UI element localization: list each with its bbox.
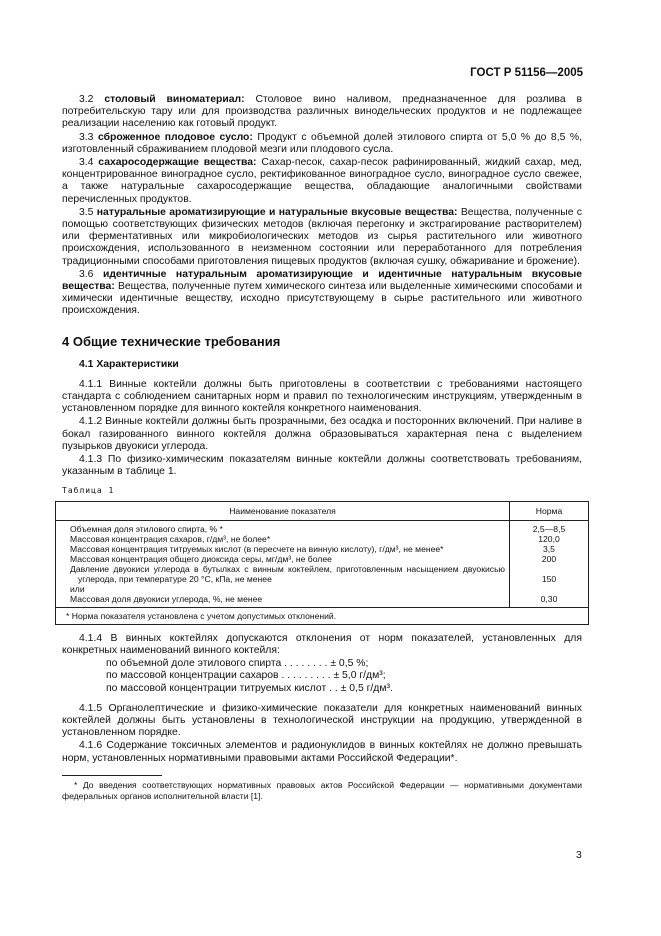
definition-number: 3.4 — [79, 157, 94, 169]
table-1 — [55, 501, 589, 625]
paragraph-0: 4.1.5 Органолептические и физико-химические показатели для конкретных наименований винных коктейлей должны быть установлены в технологической инструкции на продукцию, утвержденной в установленном порядке. — [62, 702, 582, 739]
deviation-item — [62, 658, 582, 670]
paragraphs-4-1-1-to-4-1-3 — [62, 379, 582, 479]
indicator-norm — [510, 584, 589, 594]
table-row — [56, 534, 589, 544]
paragraph-1: 4.1.2 Винные коктейли должны быть прозрачными, без осадка и посторонних включений. При наливе в бокал газированного винного коктейля должна образовываться характерная пена с выделением пузырьков двуокиси углерода. — [62, 416, 582, 452]
deviation-label: по объемной доле этилового спирта — [106, 658, 282, 670]
definition-3-5 — [62, 207, 582, 268]
table-row — [56, 584, 589, 594]
indicator-name: Массовая доля двуокиси углерода, %, не менее — [56, 594, 510, 608]
deviation-leader-dots: . . — [329, 682, 338, 694]
table-head-name: Наименование показателя — [56, 501, 510, 520]
standard-header: ГОСТ Р 51156—2005 — [470, 67, 583, 79]
footnote: * До введения соответствующих нормативных правовых актов Российской Федерации — нормативными документами федеральных органов исполнительной власти [1]. — [62, 779, 582, 801]
table-caption: Таблица 1 — [62, 486, 115, 496]
indicator-name: Массовая концентрация титруемых кислот (в пересчете на винную кислоту), г/дм³, не менее* — [56, 544, 510, 554]
definition-3-2 — [62, 94, 582, 131]
deviation-leader-dots: . . . . . . . . — [284, 658, 328, 670]
indicator-norm: 150 — [510, 564, 589, 584]
indicator-name: Объемная доля этилового спирта, % * — [56, 520, 510, 534]
definition-term: натуральные ароматизирующие и натуральные вкусовые вещества: — [96, 206, 458, 218]
definition-number: 3.3 — [79, 131, 94, 143]
deviation-label: по массовой концентрации сахаров — [106, 670, 279, 682]
indicator-norm: 200 — [510, 554, 589, 564]
deviation-item — [62, 670, 582, 682]
definition-3-3 — [62, 132, 582, 156]
definition-number: 3.5 — [79, 206, 94, 218]
definition-text: Столовое вино наливом, предназначенное для розлива в потребительскую тару или для производства различных винодельческих продуктов и не подлежащее реализации населению как готовый продукт. — [62, 94, 583, 130]
paragraphs-4-1-5-to-4-1-6 — [62, 703, 582, 765]
definition-term: сброженное плодовое сусло: — [97, 131, 253, 143]
definition-number: 3.6 — [79, 268, 94, 280]
document-body — [62, 94, 582, 802]
deviation-leader-dots: . . . . . . . . . — [281, 670, 331, 682]
footnote-divider — [62, 775, 162, 776]
definition-number: 3.2 — [79, 94, 94, 105]
page-number: 3 — [576, 850, 582, 861]
deviation-value: ± 0,5 г/дм³. — [340, 682, 393, 694]
paragraph-0: 4.1.1 Винные коктейли должны быть приготовлены в соответствии с требованиями настоящего стандарта с соблюдением санитарных норм и правил по технологическим инструкциям, утвержденным в установленном порядке для винного коктейля конкретного наименования. — [62, 378, 582, 415]
table-row — [56, 544, 589, 554]
paragraph-2: 4.1.3 По физико-химическим показателям винные коктейли должны соответствовать требованиям, указанным в таблице 1. — [62, 454, 582, 478]
definition-text: Вещества, полученные с помощью соответствующих физических методов (включая перегонку и экстрагирование растворителем) или ферментативных или микробиологических методов из сырья растительного или животного происхождения, использованного в неизменном состоянии или переработанного для потребления традиционными способами приготовления пищевых продуктов (включая сушку, обжаривание и брожение). — [62, 206, 582, 267]
table-row — [56, 564, 589, 584]
paragraph-1: 4.1.6 Содержание токсичных элементов и радионуклидов в винных коктейлях не должно превышать норм, установленных нормативными правовыми актами Российской Федерации*. — [62, 740, 582, 764]
table-row — [56, 520, 589, 534]
definition-text: Вещества, полученные путем химического синтеза или выделенные химическими способами и химически идентичные веществу, исходно присутствующему в сырье растительного или животного происхождения. — [62, 281, 582, 317]
table-row — [56, 594, 589, 608]
table-head-norm: Норма — [510, 501, 589, 520]
deviation-value: ± 5,0 г/дм³; — [333, 670, 386, 682]
definition-text: Сахар-песок, сахар-песок рафинированный, жидкий сахар, мед, концентрированное виноградное сусло, ректификованное виноградное сусло, виноградное сусло свежее, а также натуральные сахаросодержащие вещества, обладающие аналогичными свойствами перечисленных продуктов. — [62, 157, 583, 205]
table-body — [56, 520, 589, 607]
table-row — [56, 554, 589, 564]
deviation-value: ± 0,5 %; — [330, 658, 369, 670]
definition-term: сахаросодержащие вещества: — [98, 157, 257, 169]
indicator-norm: 3,5 — [510, 544, 589, 554]
indicator-norm: 120,0 — [510, 534, 589, 544]
indicator-norm: 2,5—8,5 — [510, 520, 589, 534]
deviation-item — [62, 683, 582, 695]
table-note: * Норма показателя установлена с учетом допустимых отклонений. — [56, 607, 589, 624]
indicator-name: Давление двуокиси углерода в бутылках с винным коктейлем, приготовленным насыщением двуокисью углерода, при температуре 20 °С, кПа, не менее — [56, 564, 510, 584]
section-4-1-title: 4.1 Характеристики — [79, 358, 179, 370]
indicator-name: Массовая концентрация сахаров, г/дм³, не более* — [56, 534, 510, 544]
deviations-list — [62, 658, 582, 695]
definitions-list — [62, 94, 582, 318]
definition-3-4 — [62, 157, 582, 206]
definition-term: идентичные натуральным ароматизирующие и идентичные натуральным вкусовые вещества: — [62, 268, 582, 293]
indicator-norm: 0,30 — [510, 594, 589, 608]
definition-3-6 — [62, 269, 582, 318]
definition-term: столовый виноматериал: — [104, 94, 245, 105]
paragraph-4-1-4: 4.1.4 В винных коктейлях допускаются отклонения от норм показателей, установленных для конкретных наименований винного коктейля: — [62, 632, 582, 656]
deviation-label: по массовой концентрации титруемых кислот — [106, 682, 327, 694]
indicator-name: или — [56, 584, 510, 594]
definition-text: Продукт с объемной долей этилового спирта от 5,0 % до 8,5 %, изготовленный сбраживанием плодовой мезги или плодового сусла. — [62, 131, 582, 155]
section-4-title: 4 Общие технические требования — [62, 333, 281, 349]
indicator-name: Массовая концентрация общего диоксида серы, мг/дм³, не более — [56, 554, 510, 564]
